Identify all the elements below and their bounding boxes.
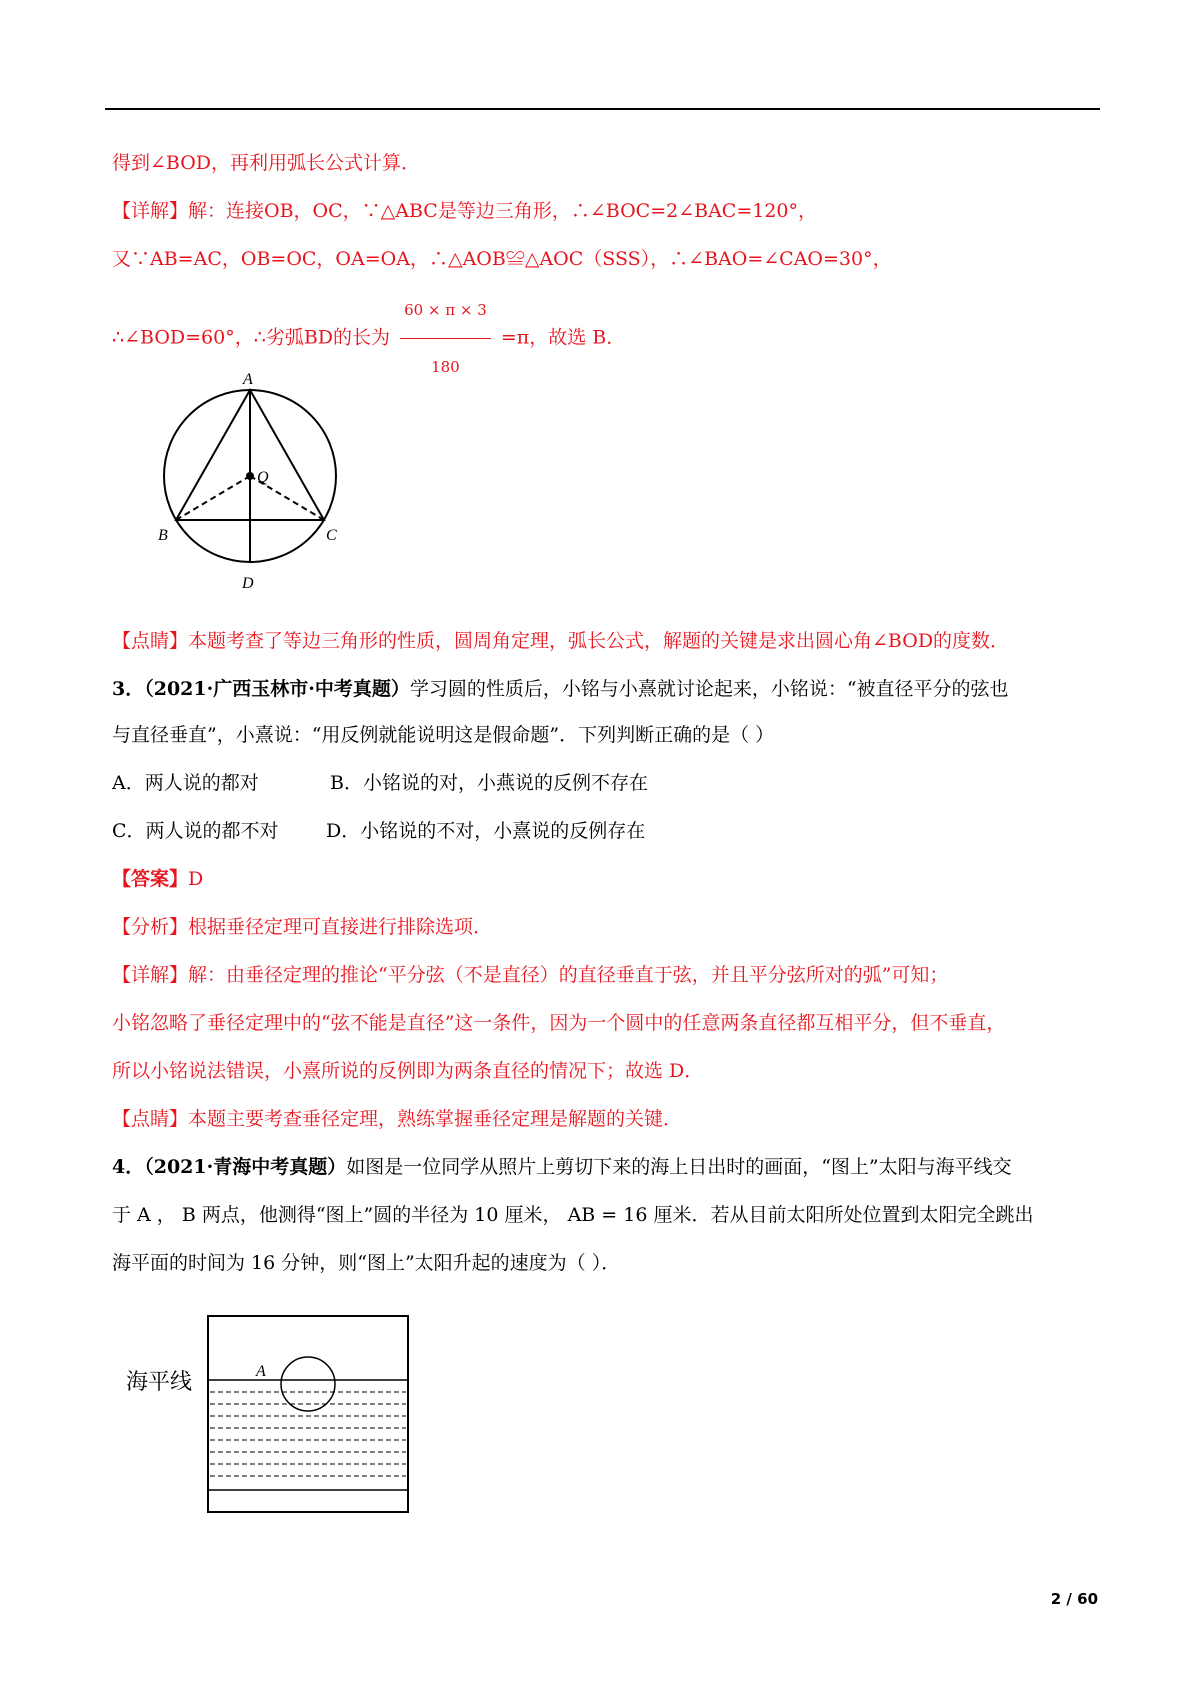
fraction-denominator: 180 [431, 358, 460, 376]
sun-circle [281, 1357, 335, 1411]
sea-level-label: 海平线 [126, 1370, 193, 1395]
solution-line-2: 【详解】解：连接OB，OC，∵△ABC是等边三角形，∴∠BOC=2∠BAC=120°， [112, 200, 818, 222]
label-a: A [243, 371, 253, 388]
answer-label: 【答案】 [112, 868, 189, 890]
answer-value: D [188, 868, 204, 890]
label-a-point: A [256, 1363, 266, 1380]
question-3-stem-1: 学习圆的性质后，小铭与小熹就讨论起来，小铭说：“被直径平分的弦也 [409, 678, 1009, 700]
question-4-stem-3: 海平面的时间为 16 分钟，则“图上”太阳升起的速度为（ ）． [112, 1252, 621, 1274]
fraction-numerator: 60 × π × 3 [400, 284, 491, 339]
label-q: Q [257, 469, 269, 486]
header-rule [105, 108, 1100, 110]
key-point-1: 【点睛】本题考查了等边三角形的性质，圆周角定理，弧长公式，解题的关键是求出圆心角∠BOD的度数． [112, 630, 1010, 652]
question-4-line-1 [112, 1154, 1012, 1180]
question-3-source: 3．（2021·广西玉林市·中考真题） [112, 678, 410, 700]
question-3-line-1 [112, 676, 1009, 702]
option-b: B．小铭说的对，小燕说的反例不存在 [330, 772, 648, 794]
solution-3-line-3: 所以小铭说法错误，小熹所说的反例即为两条直径的情况下；故选 D． [112, 1060, 704, 1082]
question-3-options-cd [112, 818, 645, 844]
question-4-source: 4．（2021·青海中考真题） [112, 1156, 347, 1178]
option-d: D．小铭说的不对，小熹说的反例存在 [326, 820, 646, 842]
segment-qb [176, 476, 250, 520]
question-3-stem-2: 与直径垂直”，小熹说：“用反例就能说明这是假命题”．下列判断正确的是（ ） [112, 724, 775, 746]
arc-length-fraction [400, 284, 491, 393]
sunrise-figure [120, 1310, 420, 1520]
photo-frame [208, 1316, 408, 1512]
circle-triangle-figure [150, 368, 350, 598]
arc-length-result: =π，故选 B． [500, 326, 626, 349]
solution-line-1: 得到∠BOD，再利用弧长公式计算． [112, 152, 421, 174]
label-c: C [326, 527, 337, 544]
water-dashes [210, 1392, 406, 1476]
page-number: 2 / 60 [1050, 1590, 1098, 1608]
center-point [246, 472, 254, 480]
key-point-3: 【点睛】本题主要考查垂径定理，熟练掌握垂径定理是解题的关键． [112, 1108, 683, 1130]
option-a: A．两人说的都对 [112, 772, 259, 794]
question-4-stem-2: 于 A ， B 两点，他测得“图上”圆的半径为 10 厘米， AB = 16 厘米．若从目前太阳所处位置到太阳完全跳出 [112, 1204, 1034, 1226]
arc-length-prefix: ∴∠BOD=60°，∴劣弧BD的长为 [112, 326, 391, 349]
label-b: B [158, 527, 168, 544]
label-d: D [242, 575, 254, 592]
solution-3-line-2: 小铭忽略了垂径定理中的“弦不能是直径”这一条件，因为一个圆中的任意两条直径都互相平分，但不垂直， [112, 1012, 1006, 1034]
option-c: C．两人说的都不对 [112, 820, 279, 842]
solution-3-line-1: 【详解】解：由垂径定理的推论“平分弦（不是直径）的直径垂直于弦，并且平分弦所对的弧”可知； [112, 964, 949, 986]
solution-line-3: 又∵AB=AC，OB=OC，OA=OA，∴△AOB≌△AOC（SSS），∴∠BAO=∠CAO=30°， [112, 248, 892, 270]
answer-3 [112, 866, 203, 892]
analysis-3: 【分析】根据垂径定理可直接进行排除选项． [112, 916, 493, 938]
question-3-options-ab [112, 770, 648, 796]
question-4-stem-1: 如图是一位同学从照片上剪切下来的海上日出时的画面，“图上”太阳与海平线交 [346, 1156, 1012, 1178]
